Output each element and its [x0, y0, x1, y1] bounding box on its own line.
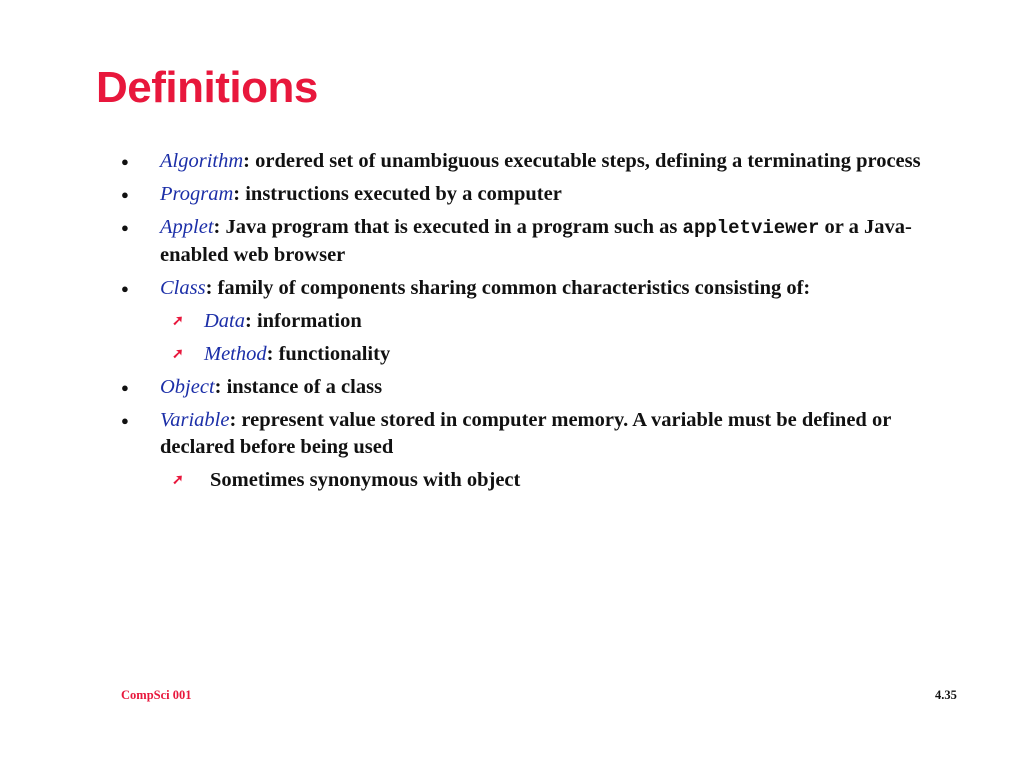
definition-algorithm	[0, 148, 970, 175]
definition-program	[0, 181, 970, 208]
term-separator: :	[229, 409, 237, 431]
definition-text: instance of a class	[221, 376, 383, 398]
definition-text-continued: or a Java-enabled web browser	[160, 216, 912, 266]
term-separator: :	[205, 277, 213, 299]
note-text: Sometimes synonymous with object	[210, 469, 521, 491]
definition-text: information	[251, 310, 362, 332]
bullet-icon: ●	[121, 220, 129, 235]
definition-data	[0, 308, 964, 335]
term-separator: :	[245, 310, 252, 332]
term-object: Object	[160, 376, 215, 398]
term-class: Class	[160, 277, 206, 299]
note-synonymous-with-object	[0, 467, 970, 494]
term-separator: :	[214, 376, 222, 398]
subbullet-arrow-icon: ➚	[172, 314, 184, 329]
definition-text: instructions executed by a computer	[240, 183, 562, 205]
bullet-icon: ●	[121, 413, 129, 428]
code-appletviewer: appletviewer	[682, 217, 820, 239]
definition-list	[0, 148, 1024, 500]
definition-class	[0, 275, 970, 302]
definition-variable	[0, 407, 970, 461]
definition-applet	[0, 214, 970, 269]
slide-title: Definitions	[96, 63, 318, 112]
term-data: Data	[204, 310, 245, 332]
term-separator: :	[266, 343, 274, 365]
term-program: Program	[160, 183, 234, 205]
term-applet: Applet	[160, 216, 214, 238]
term-separator: :	[233, 183, 241, 205]
subbullet-arrow-icon: ➚	[172, 347, 184, 362]
definition-text: represent value stored in computer memory. A variable must be defined or declared before being used	[160, 409, 891, 458]
subbullet-arrow-icon: ➚	[172, 473, 184, 488]
term-separator: :	[213, 216, 221, 238]
definition-text: family of components sharing common characteristics consisting of:	[212, 277, 811, 299]
term-algorithm: Algorithm	[160, 150, 244, 172]
bullet-icon: ●	[121, 154, 129, 169]
term-method: Method	[204, 343, 267, 365]
definition-method	[0, 341, 964, 368]
term-variable: Variable	[160, 409, 230, 431]
footer-course: CompSci 001	[121, 688, 192, 702]
footer-page-number: 4.35	[935, 688, 957, 702]
bullet-icon: ●	[121, 281, 129, 296]
definition-text: ordered set of unambiguous executable steps, defining a terminating process	[249, 150, 921, 172]
definition-text: Java program that is executed in a program such as	[220, 216, 683, 238]
definition-object	[0, 374, 970, 401]
term-separator: :	[243, 150, 250, 172]
bullet-icon: ●	[121, 187, 129, 202]
definition-text: functionality	[273, 343, 391, 365]
bullet-icon: ●	[121, 380, 129, 395]
